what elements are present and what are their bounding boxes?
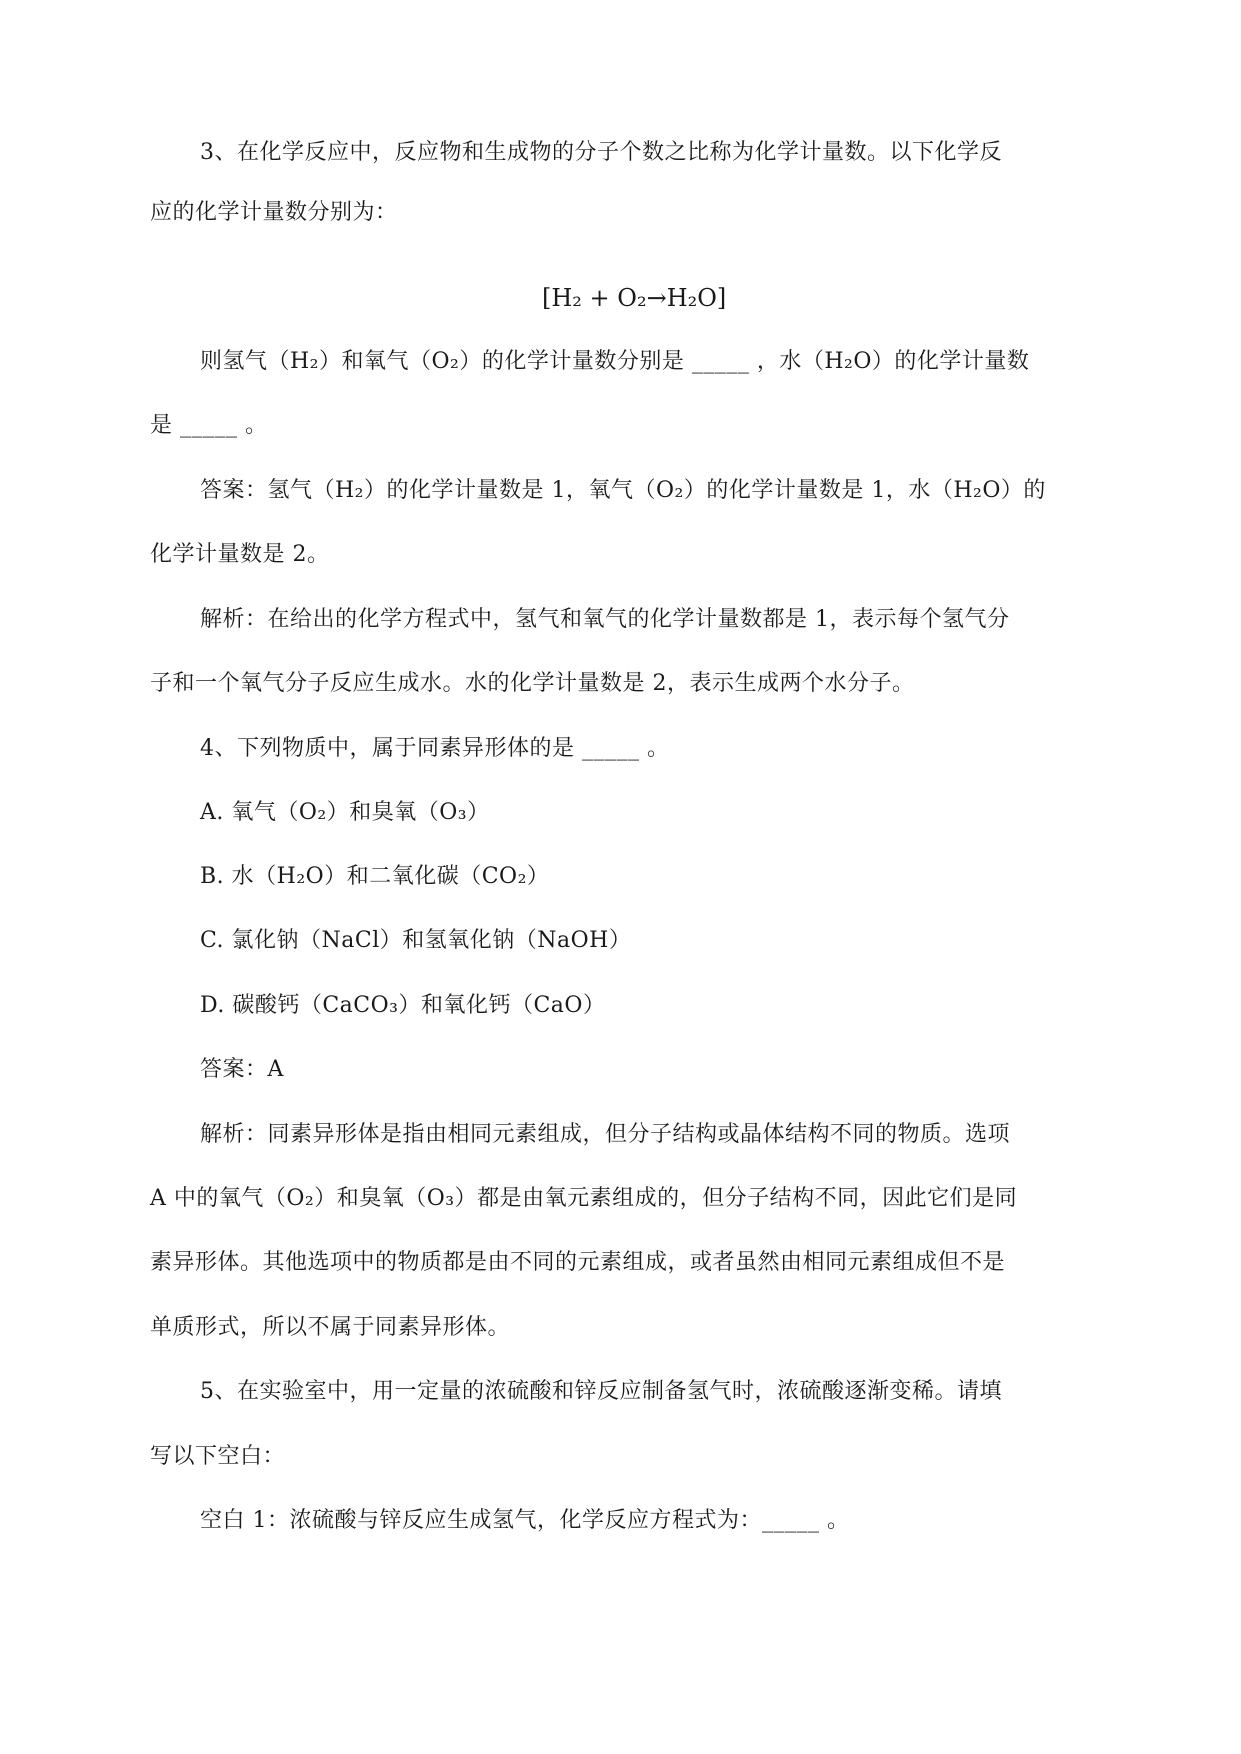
q3-equation: [H₂ + O₂→H₂O] xyxy=(542,284,727,312)
q3-analysis-line2: 子和一个氧气分子反应生成水。水的化学计量数是 2，表示生成两个水分子。 xyxy=(150,671,915,696)
q4-option-c: C. 氯化钠（NaCl）和氢氧化钠（NaOH） xyxy=(200,928,632,953)
q4-analysis-line4: 单质形式，所以不属于同素异形体。 xyxy=(150,1315,511,1340)
q3-answer-line1: 答案：氢气（H₂）的化学计量数是 1，氧气（O₂）的化学计量数是 1，水（H₂O）的 xyxy=(200,478,1046,503)
q4-question: 4、下列物质中，属于同素异形体的是 _____ 。 xyxy=(200,736,670,761)
q4-analysis-line1: 解析：同素异形体是指由相同元素组成，但分子结构或晶体结构不同的物质。选项 xyxy=(200,1122,1011,1147)
q3-blank-line1: 则氢气（H₂）和氧气（O₂）的化学计量数分别是 _____ ，水（H₂O）的化学计量数 xyxy=(200,349,1030,374)
q5-line1: 5、在实验室中，用一定量的浓硫酸和锌反应制备氢气时，浓硫酸逐渐变稀。请填 xyxy=(200,1379,1002,1404)
q4-analysis-line3: 素异形体。其他选项中的物质都是由不同的元素组成，或者虽然由相同元素组成但不是 xyxy=(150,1250,1006,1275)
q4-option-b: B. 水（H₂O）和二氧化碳（CO₂） xyxy=(200,864,550,889)
q5-blank1: 空白 1：浓硫酸与锌反应生成氢气，化学反应方程式为：_____ 。 xyxy=(200,1508,850,1533)
q3-line2: 应的化学计量数分别为： xyxy=(150,200,398,225)
q3-line1: 3、在化学反应中，反应物和生成物的分子个数之比称为化学计量数。以下化学反 xyxy=(200,140,1002,165)
q3-answer-line2: 化学计量数是 2。 xyxy=(150,542,330,567)
q5-line2: 写以下空白： xyxy=(150,1444,286,1469)
q4-option-a: A. 氧气（O₂）和臭氧（O₃） xyxy=(200,800,490,825)
q3-analysis-line1: 解析：在给出的化学方程式中，氢气和氧气的化学计量数都是 1，表示每个氢气分 xyxy=(200,607,1010,632)
q3-blank-line2: 是 _____ 。 xyxy=(150,413,268,438)
q4-answer: 答案：A xyxy=(200,1057,284,1082)
q4-analysis-line2: A 中的氧气（O₂）和臭氧（O₃）都是由氧元素组成的，但分子结构不同，因此它们是同 xyxy=(150,1186,1018,1211)
q4-option-d: D. 碳酸钙（CaCO₃）和氧化钙（CaO） xyxy=(200,993,606,1018)
